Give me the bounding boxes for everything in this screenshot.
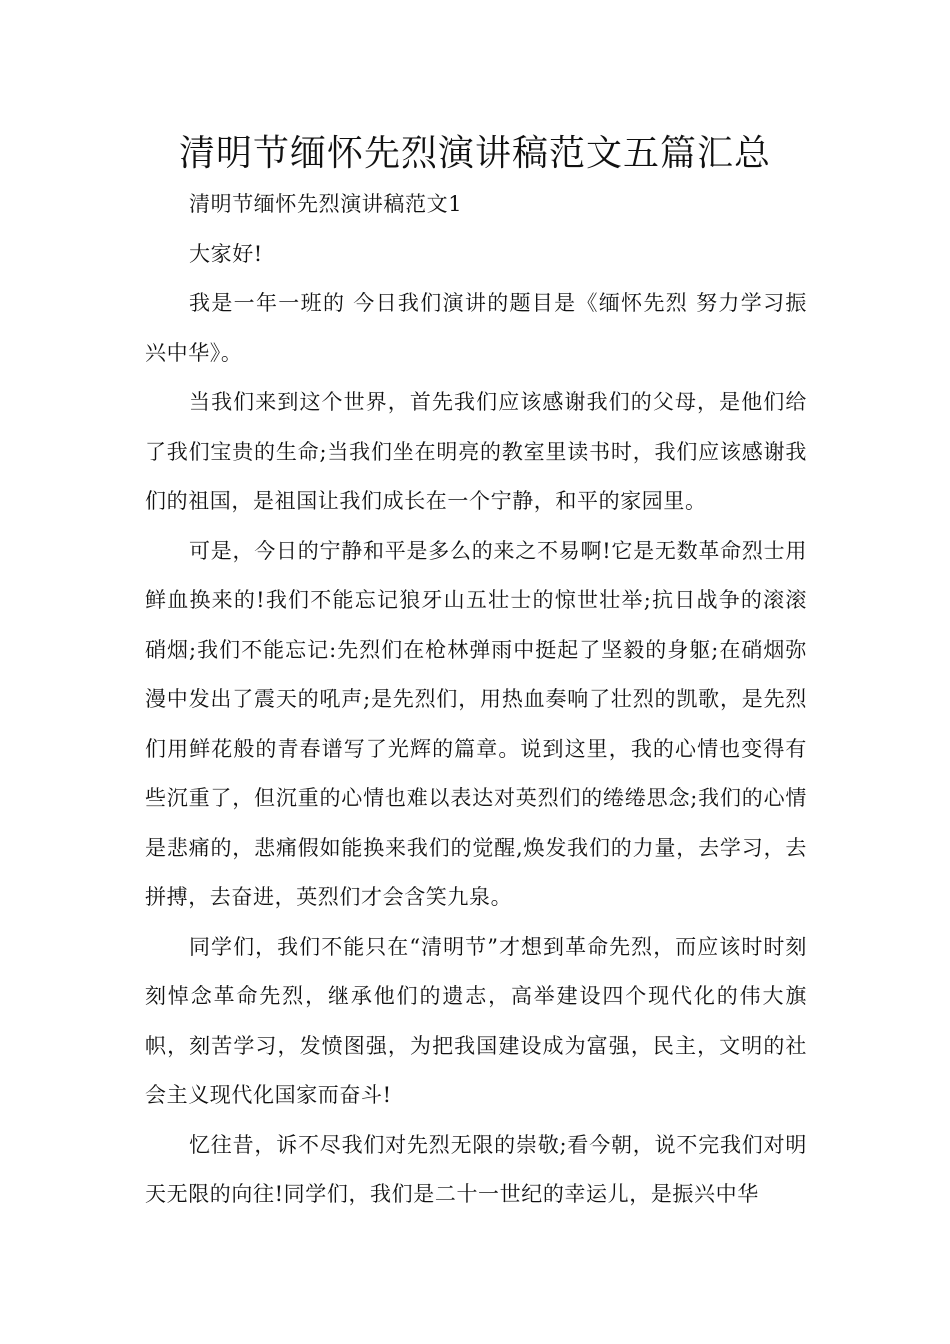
body-paragraph: 可是，今日的宁静和平是多么的来之不易啊!它是无数革命烈士用鲜血换来的!我们不能忘记狼牙山五壮士的惊世壮举;抗日战争的滚滚硝烟;我们不能忘记:先烈们在枪林弹雨中挺起了坚毅的身躯;在硝烟弥漫中发出了震天的吼声;是先烈们，用热血奏响了壮烈的凯歌，是先烈们用鲜花般的青春谱写了光辉的篇章。说到这里，我的心情也变得有些沉重了，但沉重的心情也难以表达对英烈们的绻绻思念;我们的心情是悲痛的，悲痛假如能换来我们的觉醒,焕发我们的力量，去学习，去拼搏，去奋进，英烈们才会含笑九泉。 (145, 538, 807, 909)
body-paragraph: 同学们，我们不能只在“清明节”才想到革命先烈，而应该时时刻刻悼念革命先烈，继承他们的遗志，高举建设四个现代化的伟大旗帜，刻苦学习，发愤图强，为把我国建设成为富强，民主，文明的社会主义现代化国家而奋斗! (145, 934, 807, 1107)
section-heading: 清明节缅怀先烈演讲稿范文1 (189, 192, 463, 216)
body-paragraph: 忆往昔，诉不尽我们对先烈无限的崇敬;看今朝，说不完我们对明天无限的向往!同学们，我们是二十一世纪的幸运儿，是振兴中华 (145, 1132, 807, 1206)
document-title: 清明节缅怀先烈演讲稿范文五篇汇总 (178, 133, 771, 174)
body-paragraph: 当我们来到这个世界，首先我们应该感谢我们的父母，是他们给了我们宝贵的生命;当我们坐在明亮的教室里读书时，我们应该感谢我们的祖国，是祖国让我们成长在一个宁静，和平的家园里。 (145, 390, 807, 513)
document-body (145, 180, 807, 1220)
greeting-paragraph: 大家好! (189, 241, 263, 266)
body-paragraph: 我是一年一班的 今日我们演讲的题目是《缅怀先烈 努力学习振兴中华》。 (145, 291, 807, 365)
